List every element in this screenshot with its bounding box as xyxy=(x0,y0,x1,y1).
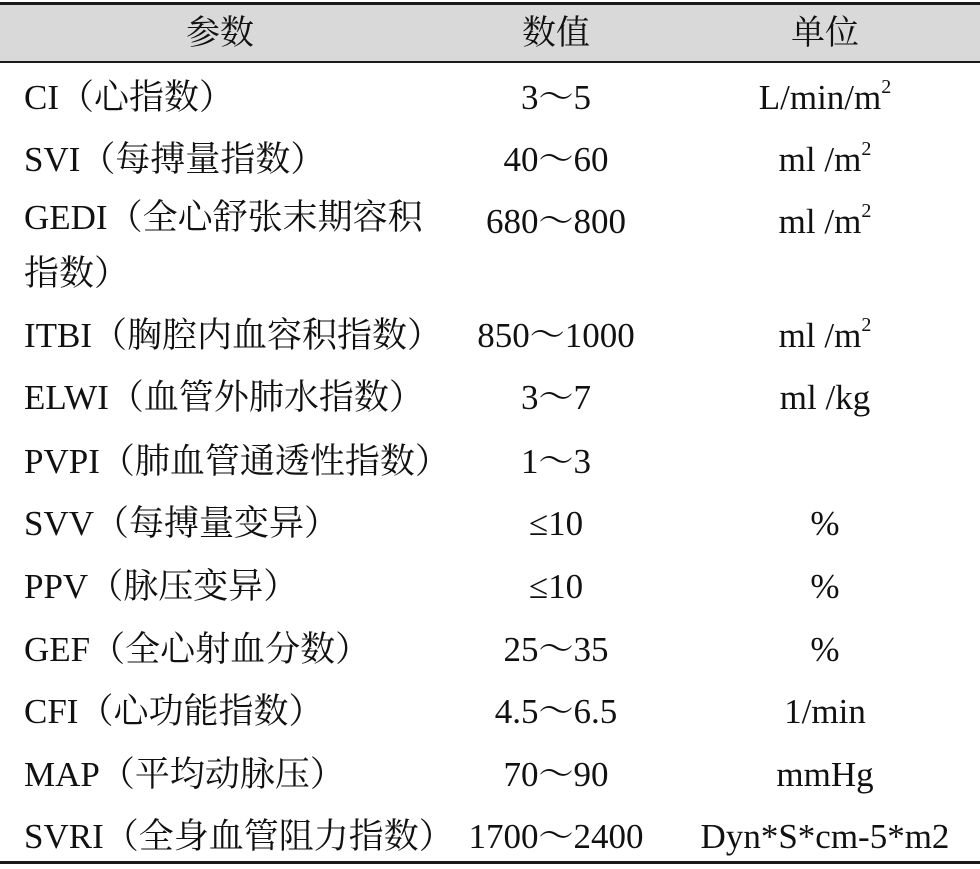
row-9-unit xyxy=(810,630,839,670)
row-8-param: PPV（脉压变异） xyxy=(24,567,299,606)
row-2-unit-sup: 2 xyxy=(861,138,872,160)
row-4-value: 850～1000 xyxy=(477,316,635,355)
row-1-value: 3～5 xyxy=(520,78,592,117)
row-3-value: 680～800 xyxy=(485,202,627,241)
row-3-unit xyxy=(779,202,872,242)
row-8-value: ≤10 xyxy=(528,567,584,606)
row-9-unit-base: % xyxy=(810,630,840,669)
row-1-unit-base: L/min/m xyxy=(758,78,882,117)
row-6-value: 1～3 xyxy=(520,442,592,481)
row-5-param: ELWI（血管外肺水指数） xyxy=(24,378,424,417)
row-11-unit-base: mmHg xyxy=(776,755,874,794)
row-4-unit xyxy=(779,316,872,356)
row-11-param: MAP（平均动脉压） xyxy=(24,755,345,794)
row-7-value: ≤10 xyxy=(528,504,584,543)
row-11-unit xyxy=(776,755,873,795)
row-2-unit-base: ml /m xyxy=(778,140,862,179)
row-7-unit xyxy=(810,504,839,544)
row-6-param: PVPI（肺血管通透性指数） xyxy=(24,442,450,481)
row-1-unit xyxy=(759,78,892,118)
header-param: 参数 xyxy=(186,13,254,53)
row-10-unit-base: 1/min xyxy=(784,692,866,731)
row-3-param: GEDI（全心舒张末期容积指数） xyxy=(24,198,423,293)
row-12-value: 1700～2400 xyxy=(468,817,644,856)
row-12-unit xyxy=(701,817,950,857)
row-11-value: 70～90 xyxy=(503,755,609,794)
row-2-unit xyxy=(779,140,872,180)
row-7-param: SVV（每搏量变异） xyxy=(24,504,340,543)
row-10-param: CFI（心功能指数） xyxy=(24,692,324,731)
row-12-param: SVRI（全身血管阻力指数） xyxy=(24,817,454,856)
row-3-unit-base: ml /m xyxy=(778,202,862,241)
row-4-unit-sup: 2 xyxy=(861,314,872,336)
header-unit: 单位 xyxy=(791,13,859,53)
row-10-unit xyxy=(784,692,866,732)
header-value: 数值 xyxy=(522,13,590,53)
row-5-unit-base: ml /kg xyxy=(779,378,871,417)
row-7-unit-base: % xyxy=(810,504,840,543)
row-1-unit-sup: 2 xyxy=(881,76,892,98)
row-9-param: GEF（全心射血分数） xyxy=(24,630,371,669)
row-5-value: 3～7 xyxy=(520,378,592,417)
table-bottom-rule xyxy=(0,861,980,864)
row-4-param: ITBI（胸腔内血容积指数） xyxy=(24,316,443,355)
row-1-param: CI（心指数） xyxy=(24,78,235,117)
table-header-rule xyxy=(0,61,980,63)
row-2-value: 40～60 xyxy=(503,140,609,179)
row-8-unit xyxy=(810,567,839,607)
row-10-value: 4.5～6.5 xyxy=(494,692,618,731)
row-8-unit-base: % xyxy=(810,567,840,606)
row-12-unit-base: Dyn*S*cm-5*m2 xyxy=(700,817,950,856)
row-4-unit-base: ml /m xyxy=(778,316,862,355)
row-5-unit xyxy=(780,378,870,418)
row-9-value: 25～35 xyxy=(503,630,609,669)
row-3-unit-sup: 2 xyxy=(861,200,872,222)
row-2-param: SVI（每搏量指数） xyxy=(24,140,326,179)
